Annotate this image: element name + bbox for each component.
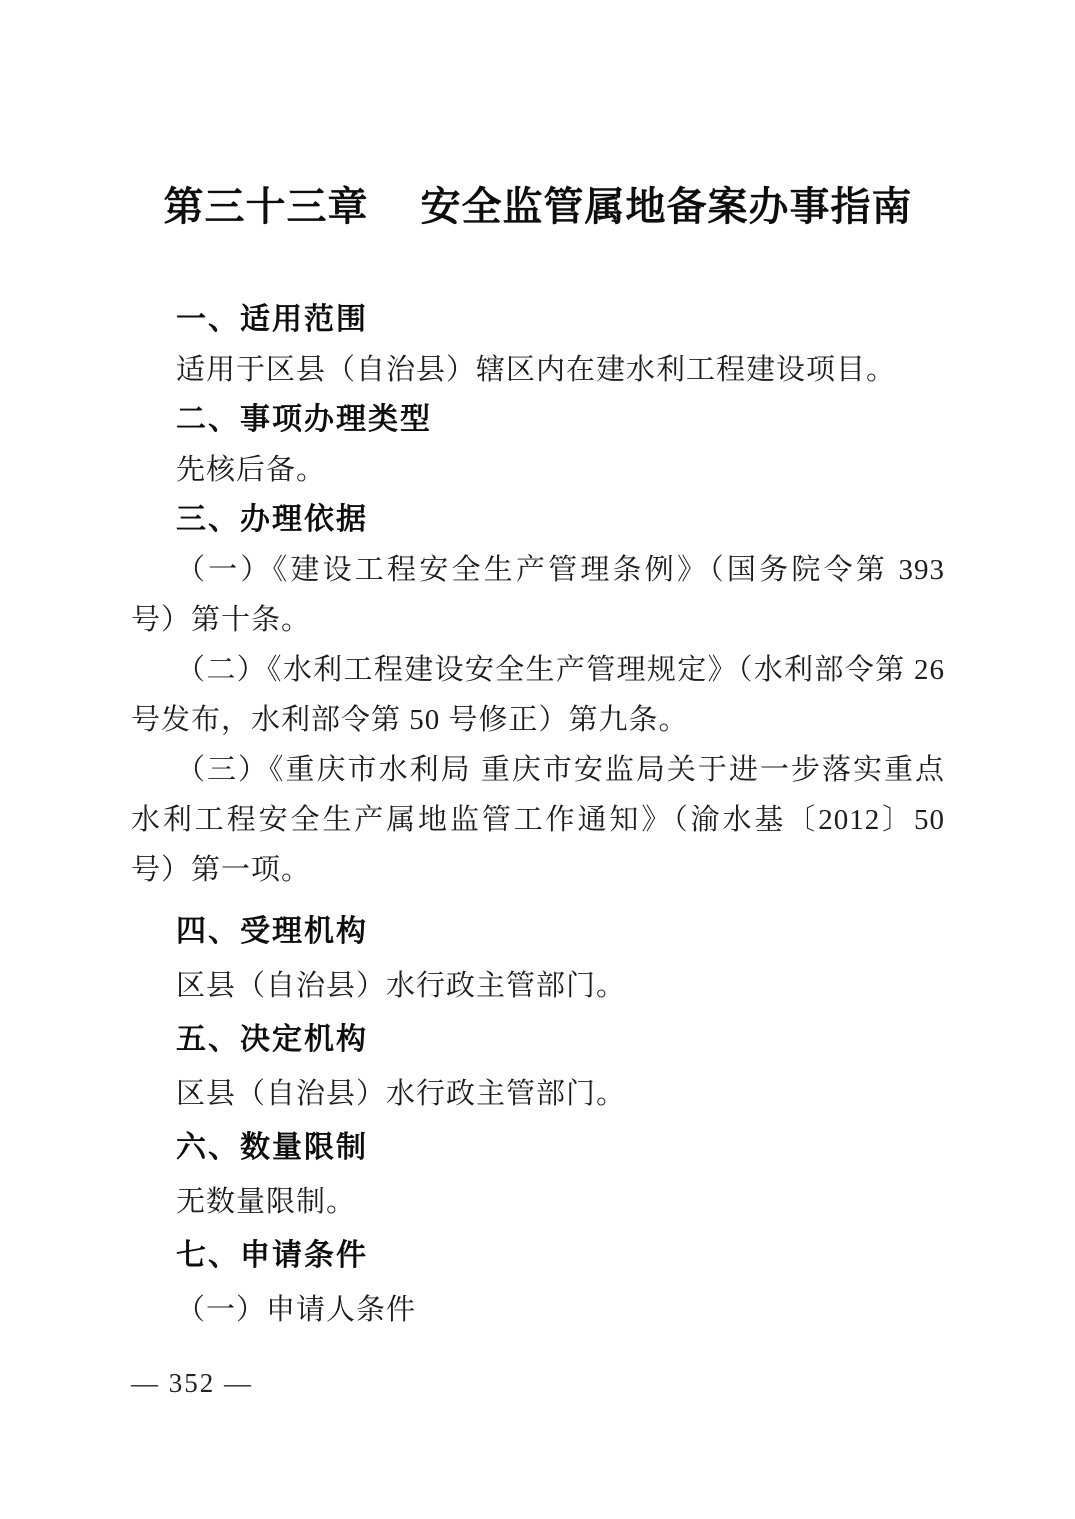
section-heading-accepting-agency: 四、受理机构 xyxy=(176,915,368,948)
section-heading-quantity-limit: 六、数量限制 xyxy=(176,1131,368,1164)
section-heading-deciding-agency: 五、决定机构 xyxy=(176,1023,368,1056)
paragraph-legal-basis-3: （三）《重庆市水利局 重庆市安监局关于进一步落实重点水利工程安全生产属地监管工作通知》（渝水基〔2012〕50 号）第一项。 xyxy=(131,754,945,886)
paragraph-applicant-conditions: （一）申请人条件 xyxy=(176,1294,417,1326)
section-heading-handling-type: 二、事项办理类型 xyxy=(176,403,432,436)
paragraph-legal-basis-1: （一）《建设工程安全生产管理条例》（国务院令第 393 号）第十条。 xyxy=(131,554,945,636)
paragraph-deciding-agency: 区县（自治县）水行政主管部门。 xyxy=(176,1078,627,1110)
section-heading-applicable-scope: 一、适用范围 xyxy=(176,303,368,336)
section-heading-application-conditions: 七、申请条件 xyxy=(176,1239,368,1272)
page-content xyxy=(131,183,945,1337)
paragraph-accepting-agency: 区县（自治县）水行政主管部门。 xyxy=(176,970,627,1002)
chapter-title: 第三十三章 安全监管属地备案办事指南 xyxy=(163,184,913,229)
paragraph-legal-basis-2: （二）《水利工程建设安全生产管理规定》（水利部令第 26 号发布，水利部令第 50 号修正）第九条。 xyxy=(131,654,945,736)
page-number: — 352 — xyxy=(131,1368,253,1398)
paragraph-handling-type: 先核后备。 xyxy=(176,454,327,486)
section-heading-legal-basis: 三、办理依据 xyxy=(176,503,368,536)
paragraph-quantity-limit: 无数量限制。 xyxy=(176,1186,357,1218)
paragraph-applicable-scope: 适用于区县（自治县）辖区内在建水利工程建设项目。 xyxy=(176,354,897,386)
